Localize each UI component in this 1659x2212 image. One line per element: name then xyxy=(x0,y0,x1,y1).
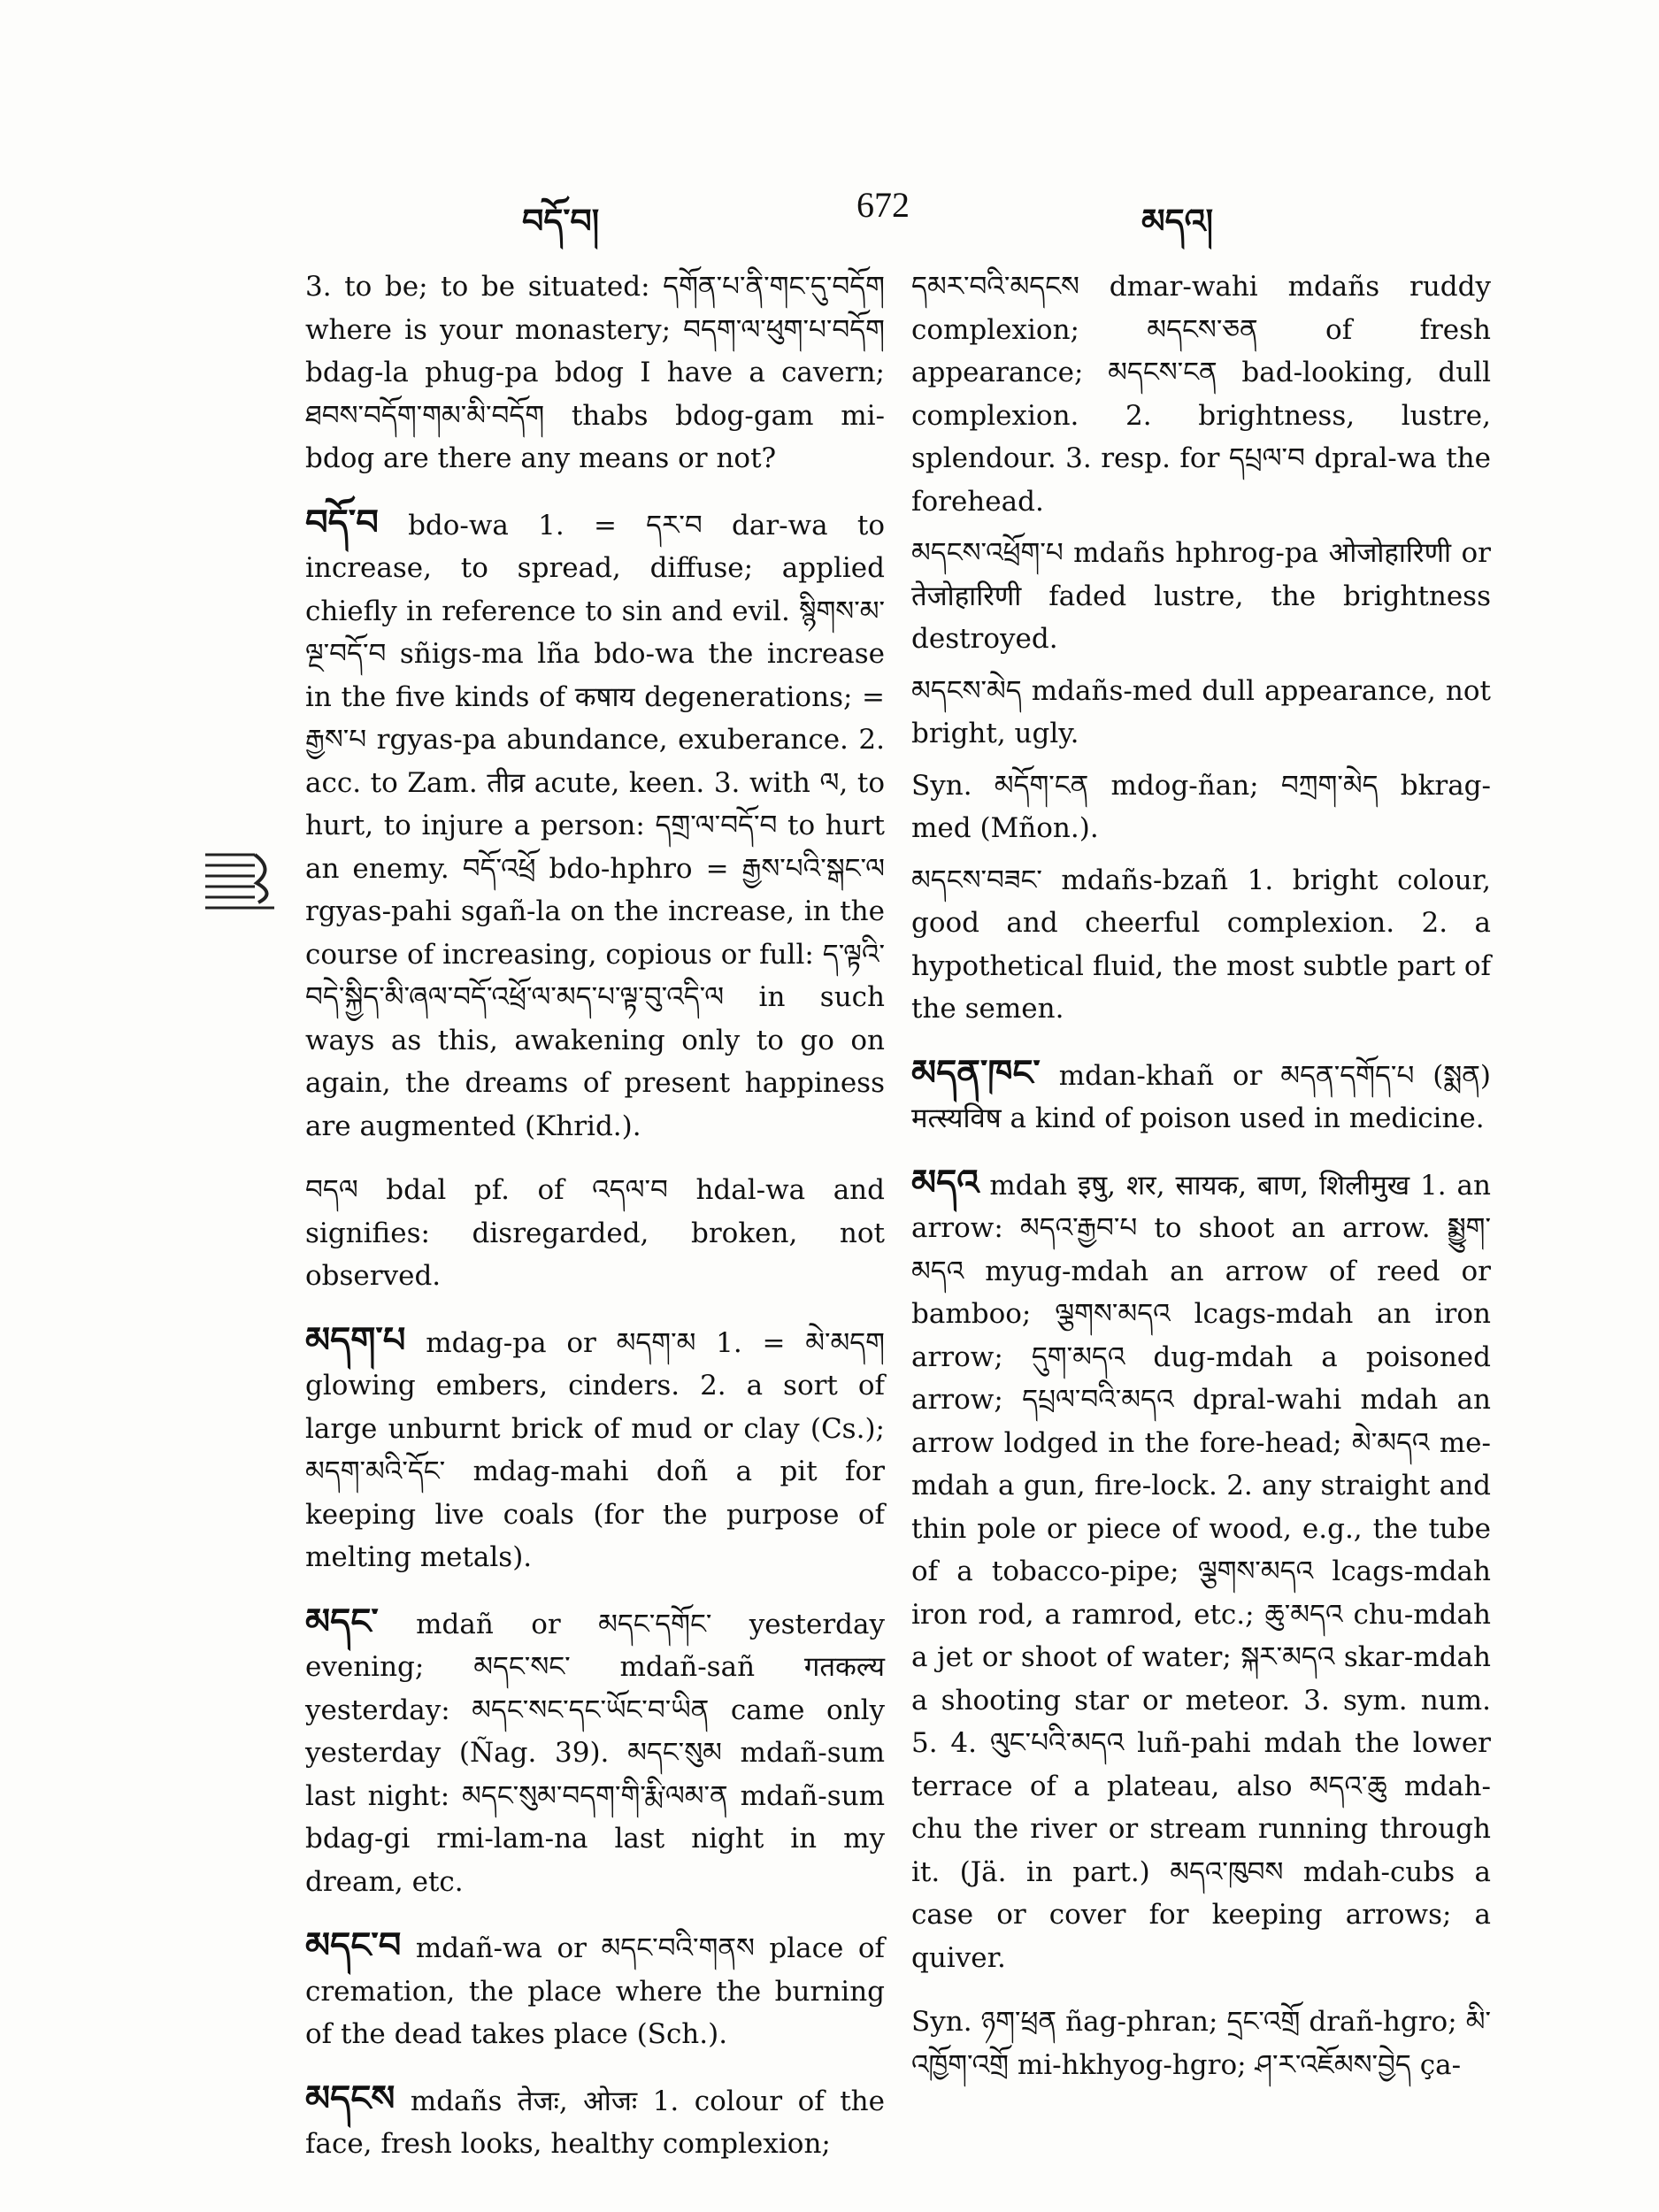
entry-headword: མདང་ xyxy=(305,1600,379,1642)
entry-body: mdañs तेजः, ओजः 1. colour of the face, fresh looks, healthy complexion; xyxy=(305,2085,885,2160)
header-left-word: བདོ་བ། xyxy=(522,201,600,241)
entry-body: bdo-wa 1. = དར་བ dar-wa to increase, to spread, diffuse; applied chiefly in reference to sin and evil. སྙིགས་མ་ལྔ་བདོ་བ sñigs-ma lña bdo-wa the increase in the five kinds of कषाय degenerations; = རྒྱས་པ rgyas-pa abundance, exuberance. 2. acc. to Zam. तीव्र acute, keen. 3. with ལ, to hurt, to injure a person: དགྲ་ལ་བདོ་བ to hurt an enemy. བདོ་འཕྲོ bdo-hphro = རྒྱས་པའི་སྒང་ལ rgyas-pahi sgañ-la on the increase, in the course of increasing, copious or full: ད་ལྟའི་བདེ་སྐྱིད་མི་ཞལ་བདོ་འཕྲོ་ལ་མད་པ་ལྟ་བུ་འདི་ལ in such ways as this, awakening only to go on again, the dreams of present happiness are augmented (Khrid.). xyxy=(305,509,885,1142)
synonyms: Syn. ཉག་ཕྲན ñag-phran; དྲང་འགྲོ drañ-hgro; མི་འཁྱོག་འགྲོ mi-hkhyog-hgro; ཤ་ར་འཇོམས་བྱེད ça- xyxy=(911,2006,1491,2081)
entry-headword: མདའ xyxy=(911,1161,979,1203)
marginal-ornament-icon xyxy=(202,848,278,913)
entry-body: mdah इषु, शर, सायक, बाण, शिलीमुख 1. an arrow: མདའ་རྒྱབ་པ to shoot an arrow. སྨྱུག་མདའ myug-mdah an arrow of reed or bamboo; ལྕགས་མདའ lcags-mdah an iron arrow; དུག་མདའ dug-mdah a poisoned arrow; དཔྲལ་བའི་མདའ dpral-wahi mdah an arrow lodged in the fore-head; མེ་མདའ me-mdah a gun, fire-lock. 2. any straight and thin pole or piece of wood, e.g., the tube of a tobacco-pipe; ལྕགས་མདའ lcags-mdah iron rod, a ramrod, etc.; ཆུ་མདའ chu-mdah a jet or shoot of water; སྐར་མདའ skar-mdah a shooting star or meteor. 3. sym. num. 5. 4. ལུང་པའི་མདའ luñ-pahi mdah the lower terrace of a plateau, also མདའ་ཆུ mdah-chu the river or stream running through it. (Jä. in part.) མདའ་ཁུབས mdah-cubs a case or cover for keeping arrows; a quiver. xyxy=(911,1169,1491,1974)
dictionary-entry: བདལ bdal pf. of འདལ་བ hdal-wa and signifies: disregarded, broken, not observed. xyxy=(305,1174,885,1292)
entry-headword: བདོ་བ xyxy=(305,501,379,543)
synonyms: Syn. མདོག་ངན mdog-ñan; བཀྲག་མེད bkrag-med (Mñon.). xyxy=(911,769,1491,844)
dictionary-entry xyxy=(305,1601,885,1904)
page-number: 672 xyxy=(856,185,910,225)
left-column xyxy=(305,265,885,2175)
entry-continuation: 3. to be; to be situated: དགོན་པ་ནི་གང་དུ་བདོག where is your monastery; བདག་ལ་ཕུག་པ་བདོག bdag-la phug-pa bdog I have a cavern; ཐབས་བདོག་གམ་མི་བདོག thabs bdog-gam mi-bdog are there any means or not? xyxy=(305,271,885,474)
sub-entry: མདངས་མེད mdañs-med dull appearance, not bright, ugly. xyxy=(911,674,1491,749)
entry-headword: མདན་ཁང་ xyxy=(911,1051,1041,1094)
header-right-word: མདའ། xyxy=(1141,201,1214,241)
entry-body: mdañ or མདང་དགོང་ yesterday evening; མདང་སང་ mdañ-sañ गतकल्य yesterday: མདང་སང་དང་ཡོང་བ་ཡིན came only yesterday (Ñag. 39). མདང་སུམ mdañ-sum last night: མདང་སུམ་བདག་གི་རྨི་ལམ་ན mdañ-sum bdag-gi rmi-lam-na last night in my dream, etc. xyxy=(305,1608,885,1898)
entry-headword: མདག་པ xyxy=(305,1318,406,1361)
sub-entry: མདངས་བཟང་ mdañs-bzañ 1. bright colour, good and cheerful complexion. 2. a hypothetical fluid, the most subtle part of the semen. xyxy=(911,864,1491,1025)
dictionary-entry xyxy=(911,1162,1491,1980)
entry-continuation: དམར་བའི་མདངས dmar-wahi mdañs ruddy complexion; མདངས་ཅན of fresh appearance; མདངས་ངན bad-looking, dull complexion. 2. brightness, lustre, splendour. 3. resp. for དཔྲལ་བ dpral-wa the forehead. xyxy=(911,271,1491,518)
page-header xyxy=(0,184,1659,246)
entry-headword: མདང་བ xyxy=(305,1924,402,1966)
dictionary-entry xyxy=(911,1052,1491,1141)
sub-entry: མདངས་འཕྲོག་པ mdañs hphrog-pa ओजोहारिणी or तेजोहारिणी faded lustre, the brightness destroyed. xyxy=(911,537,1491,655)
entry-headword: མདངས xyxy=(305,2077,396,2119)
dictionary-entry xyxy=(305,1924,885,2056)
dictionary-entry xyxy=(305,502,885,1148)
entry-body: mdañ-wa or མདང་བའི་གནས place of cremation, the place where the burning of the dead takes place (Sch.). xyxy=(305,1932,885,2050)
entry-body: mdag-pa or མདག་མ 1. = མེ་མདག glowing embers, cinders. 2. a sort of large unburnt brick of mud or clay (Cs.); མདག་མའི་དོང་ mdag-mahi doñ a pit for keeping live coals (for the purpose of melting metals). xyxy=(305,1326,885,1573)
dictionary-entry xyxy=(305,1319,885,1579)
entry-body: mdan-khañ or མདན་དགོད་པ (སྨན) मत्स्यविष a kind of poison used in medicine. xyxy=(911,1059,1491,1134)
dictionary-entry xyxy=(305,2078,885,2166)
right-column xyxy=(911,265,1491,2095)
